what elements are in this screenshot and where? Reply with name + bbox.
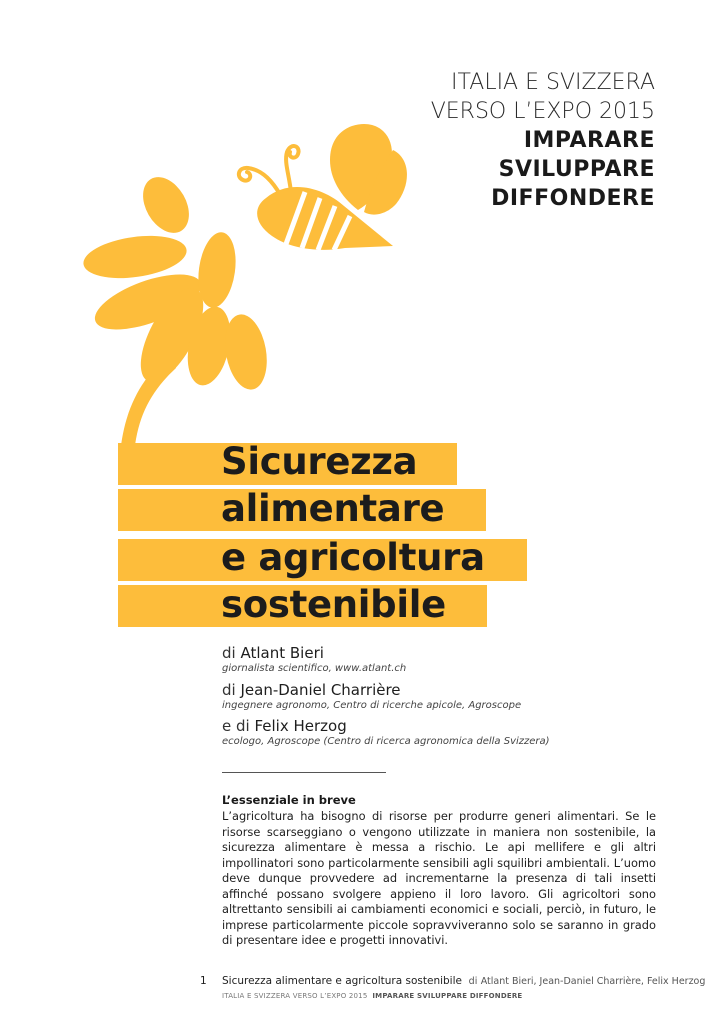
author-block (222, 681, 521, 712)
page-number: 1 (200, 975, 207, 987)
author-name: Jean-Daniel Charrière (240, 681, 401, 699)
series-line-3: IMPARARE (523, 128, 655, 153)
author-role: ingegnere agronomo, Centro di ricerche apicole, Agroscope (222, 700, 522, 711)
article-title-line-1: Sicurezza (221, 440, 418, 483)
footer-series-bold: IMPARARE SVILUPPARE DIFFONDERE (372, 992, 523, 1000)
author-block (222, 644, 406, 675)
summary-section (222, 792, 656, 949)
series-line-5: DIFFONDERE (491, 186, 655, 211)
author-block (222, 717, 550, 748)
author-role: giornalista scientifico, www.atlant.ch (222, 663, 407, 674)
series-heading (295, 68, 655, 213)
article-title-line-2: alimentare (221, 487, 445, 530)
author-prefix: di (222, 681, 236, 699)
author-prefix: e di (222, 717, 250, 735)
author-prefix: di (222, 644, 236, 662)
summary-text: L’agricoltura ha bisogno di risorse per produrre generi alimentari. Se le risorse scarseggiano o vengono utilizzate in maniera non sostenibile, la sicurezza alimentare è messa a rischio. Le api mellifere e gli altri impollinatori sono particolarmente sensibili agli squilibri ambientali. L’uomo deve dunque provvedere ad incrementarne la presenza di tali insetti affinché possano svolgere appieno il loro lavoro. Gli agricoltori sono altrettanto sensibili ai cambiamenti economici e sociali, perciò, in futuro, le imprese particolarmente piccole sopravviveranno solo se saranno in grado di presentare idee e progetti innovativi. (222, 809, 656, 947)
footer-series-light: ITALIA E SVIZZERA VERSO L’EXPO 2015 (222, 992, 368, 1000)
author-role: ecologo, Agroscope (Centro di ricerca agronomica della Svizzera) (222, 736, 550, 747)
author-name: Atlant Bieri (240, 644, 324, 662)
bee-antenna (239, 168, 281, 196)
footer-authors: Atlant Bieri, Jean-Daniel Charrière, Felix Herzog (480, 976, 706, 987)
footer-article-title: Sicurezza alimentare e agricoltura sostenibile (222, 975, 462, 987)
footer-series (222, 991, 522, 1001)
summary-heading: L’essenziale in breve (222, 793, 356, 807)
section-divider (222, 772, 386, 773)
series-line-1: ITALIA E SVIZZERA (451, 70, 655, 95)
author-name: Felix Herzog (254, 717, 347, 735)
series-line-2: VERSO L’EXPO 2015 (430, 99, 655, 124)
flower-icon (81, 169, 273, 455)
footer-by-prefix: di (468, 976, 478, 987)
page-footer (200, 974, 705, 989)
flower-petal (134, 169, 199, 241)
series-line-4: SVILUPPARE (498, 157, 655, 182)
article-title-line-3: e agricoltura (221, 536, 485, 579)
article-title-line-4: sostenibile (221, 583, 446, 626)
